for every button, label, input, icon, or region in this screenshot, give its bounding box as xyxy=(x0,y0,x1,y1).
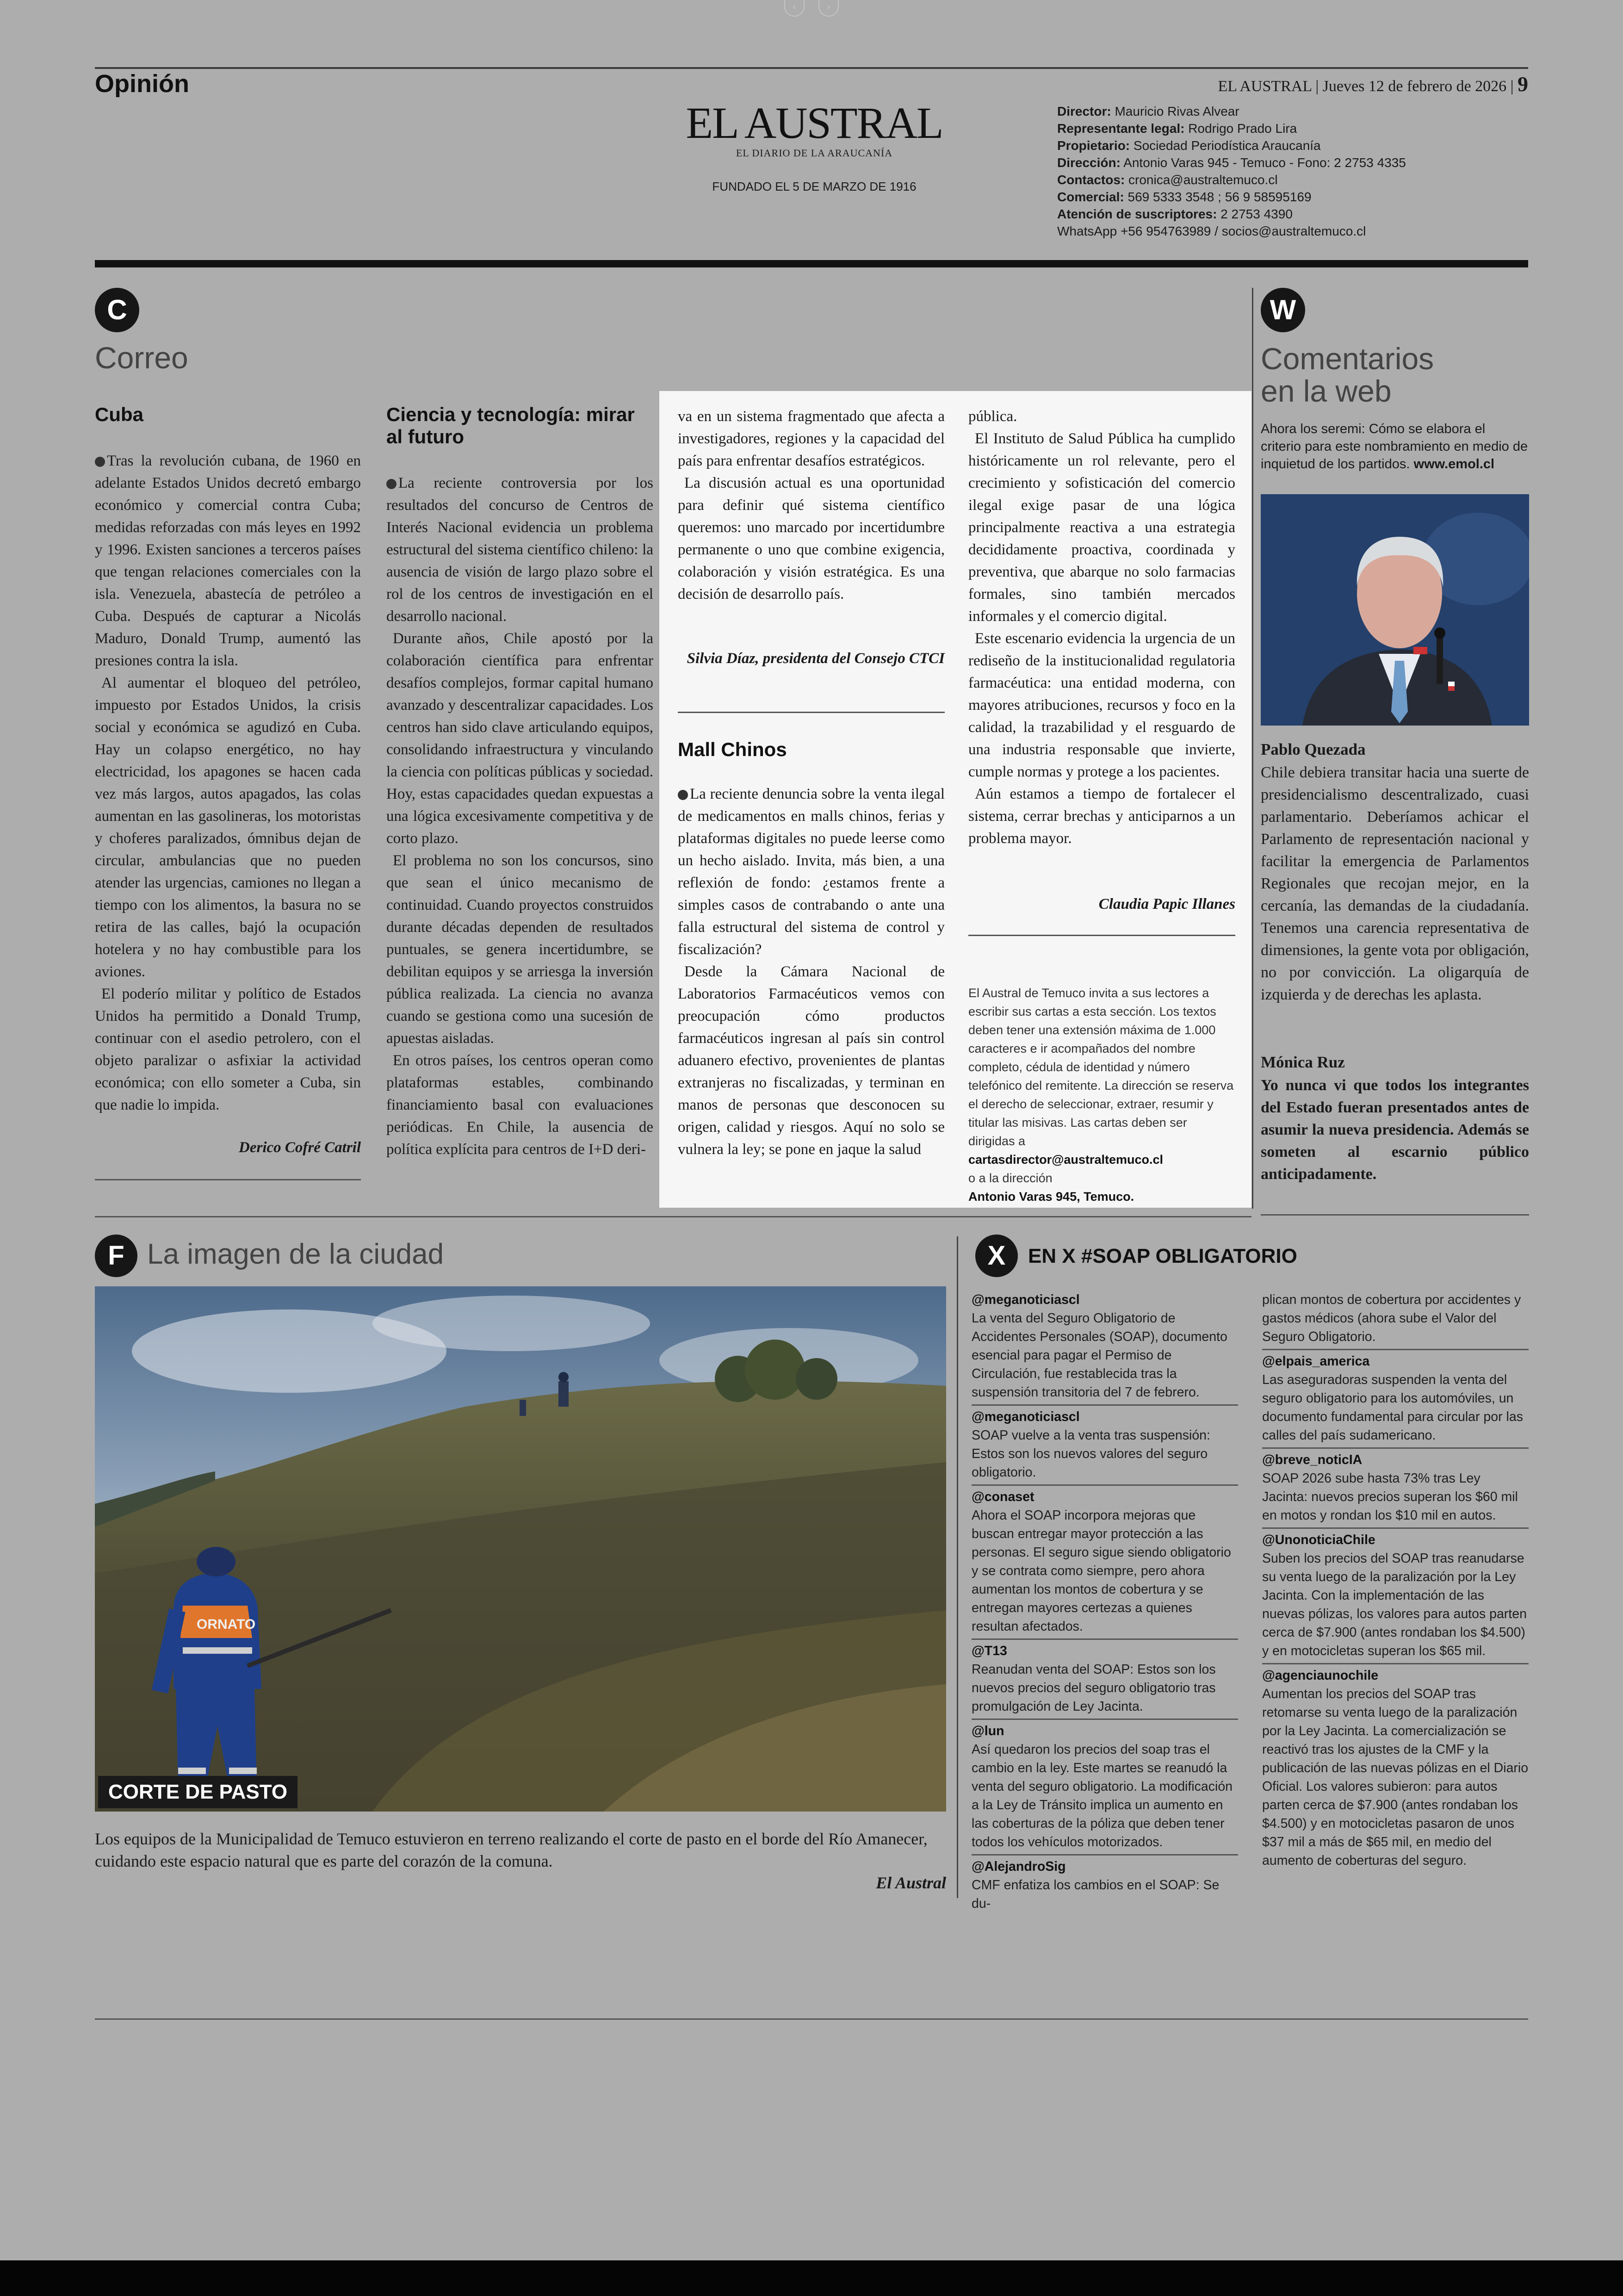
vest-label: ORNATO xyxy=(197,1617,256,1632)
tweet-handle[interactable]: @breve_noticIA xyxy=(1262,1452,1363,1467)
top-rule xyxy=(95,67,1528,69)
letter-body-mall xyxy=(678,783,945,1160)
tweet-handle[interactable]: @elpais_america xyxy=(1262,1354,1370,1369)
letter-signature-ciencia: Silvia Díaz, presidenta del Consejo CTCI xyxy=(687,650,945,667)
x-section-title: EN X #SOAP OBLIGATORIO xyxy=(1028,1245,1297,1267)
staff-line: Contactos: cronica@australtemuco.cl xyxy=(1057,173,1278,187)
tweet-handle[interactable]: @AlejandroSig xyxy=(972,1859,1066,1874)
tweet xyxy=(972,1855,1238,1916)
tweet-text: Suben los precios del SOAP tras reanudarse su venta luego de la paralización por la Ley Jacinta. Con la implementación de las nuevas pólizas, los valores para autos parten cerca de $7.900 (antes rondaban los $4.500) y en motocicletas superan los $65 mil. xyxy=(1262,1551,1527,1658)
notice-text: El Austral de Temuco invita a sus lectores a escribir sus cartas a esta sección. Los textos deben tener una extensión máxima de 1.000 caracteres e ir acompañados del nombre completo, cédula de identidad y número telefónico del remitente. La dirección se reserva el derecho de seleccionar, extraer, resumir y titular las misivas. Las cartas deben ser dirigidas a xyxy=(968,986,1234,1148)
tweet-handle[interactable]: @meganoticiascl xyxy=(972,1292,1080,1307)
paragraph: La discusión actual es una oportunidad para definir qué sistema científico queremos: uno marcado por incertidumbre permanente o uno que combine exigencia, colaboración y visión estratégica. Es una decisión de desarrollo país. xyxy=(678,475,945,602)
staff-line: Atención de suscriptores: 2 2753 4390 xyxy=(1057,207,1293,221)
logo-tagline: EL DIARIO DE LA ARAUCANÍA xyxy=(736,147,893,159)
tweet xyxy=(972,1486,1238,1640)
commenter-photo xyxy=(1261,494,1529,726)
staff-line: WhatsApp +56 954763989 / socios@australtemuco.cl xyxy=(1057,224,1366,238)
city-photo xyxy=(95,1286,946,1812)
paragraph: va en un sistema fragmentado que afecta a investigadores, regiones y la capacidad del país para enfrentar desafíos estratégicos. xyxy=(678,408,945,469)
tweet-text: Aumentan los precios del SOAP tras retomarse su venta luego de la paralización por la Ley Jacinta. La comercialización se reactivó tras los ajustes de la CMF y la publicación de las nuevas pólizas en el Diario Oficial. Los valores subieron: para autos parten cerca de $7.900 (antes rondaban los $4.500) y en motocicletas pasaron de unos $37 mil a más de $65 mil, en medio del aumento de coberturas del seguro. xyxy=(1262,1687,1529,1868)
divider xyxy=(1261,1214,1529,1216)
letter-signature-cuba: Derico Cofré Catril xyxy=(239,1139,361,1156)
tweet-text: Así quedaron los precios del soap tras el cambio en la ley. Este martes se reanudó la venta del seguro obligatorio. La modificación a la Ley de Tránsito implica un aumento en las coberturas de la póliza que deben tener todos los vehículos motorizados. xyxy=(972,1742,1233,1849)
letter-signature-mall: Claudia Papic Illanes xyxy=(1098,896,1235,912)
commenter-name-2: Mónica Ruz xyxy=(1261,1053,1345,1071)
comments-intro: Ahora los seremi: Cómo se elabora el criterio para este nombramiento en medio de inquietud de los partidos. www.emol.cl xyxy=(1261,422,1528,472)
notice-or: o a la dirección xyxy=(968,1171,1053,1185)
paragraph: Aún estamos a tiempo de fortalecer el sistema, cerrar brechas y anticiparnos a un problema mayor. xyxy=(968,786,1235,847)
tweet xyxy=(972,1720,1238,1855)
commenter-name-1: Pablo Quezada xyxy=(1261,740,1366,758)
tweet-text: SOAP vuelve a la venta tras suspensión: Estos son los nuevos valores del seguro obligatorio. xyxy=(972,1428,1210,1480)
paragraph: Durante años, Chile apostó por la colaboración científica para enfrentar desafíos complejos, formar capital humano avanzado y descentralizar capacidades. Los centros han sido clave articulando equipos, consolidando infraestructura y vinculando la ciencia con políticas públicas y sociedad. Hoy, estas capacidades quedan expuestas a una lógica excesivamente competitiva y de corto plazo. xyxy=(386,630,653,847)
page-info: EL AUSTRAL | Jueves 12 de febrero de 2026 | 9 xyxy=(1218,72,1528,96)
tweet-text: La venta del Seguro Obligatorio de Accidentes Personales (SOAP), documento esencial para pagar el Permiso de Circulación, fue restablecida tras la suspensión transitoria del 7 de febrero. xyxy=(972,1311,1227,1400)
notice-email[interactable]: cartasdirector@australtemuco.cl xyxy=(968,1153,1163,1167)
tweet xyxy=(1262,1529,1529,1664)
section-title: Opinión xyxy=(95,70,189,98)
paragraph: El Instituto de Salud Pública ha cumplido históricamente un rol relevante, pero el crecimiento y sofisticación del comercio ilegal exige pasar de una lógica principalmente reactiva a una estrategia decididamente proactiva, coordinada y preventiva, que abarque no solo farmacias formales, sino también mercados informales y el comercio digital. xyxy=(968,430,1235,625)
column-separator xyxy=(957,1236,958,1898)
bottom-rule xyxy=(95,2018,1528,2020)
city-title: La imagen de la ciudad xyxy=(147,1238,444,1270)
tweets-column-1 xyxy=(972,1289,1238,1916)
letter-headline-mall: Mall Chinos xyxy=(678,738,787,760)
tweet-text: SOAP 2026 sube hasta 73% tras Ley Jacinta: nuevos precios superan los $60 mil en motos y rondan los $10 mil en autos. xyxy=(1262,1471,1518,1523)
staff-line: Dirección: Antonio Varas 945 - Temuco - Fono: 2 2753 4335 xyxy=(1057,155,1406,170)
logo-name: EL AUSTRAL xyxy=(686,98,943,148)
city-badge-icon: F xyxy=(95,1235,137,1277)
paper-name-small: EL AUSTRAL xyxy=(1218,78,1312,95)
tweet-handle[interactable]: @T13 xyxy=(972,1644,1007,1658)
divider xyxy=(968,935,1235,936)
web-badge-icon: W xyxy=(1261,288,1305,332)
bottom-bar xyxy=(0,2260,1623,2296)
bullet-icon xyxy=(95,457,105,467)
x-badge-icon: X xyxy=(975,1235,1018,1277)
notice-address: Antonio Varas 945, Temuco. xyxy=(968,1190,1134,1204)
next-page-button[interactable]: › xyxy=(818,0,839,17)
paragraph: Tras la revolución cubana, de 1960 en adelante Estados Unidos decretó embargo económico y comercial contra Cuba; medidas reforzadas con más leyes en 1992 y 1996. Existen sanciones a terceros países que tengan relaciones comerciales con la isla. Venezuela, abastecía de petróleo a Cuba. Después de capturar a Nicolás Maduro, Donald Trump, aumentó las presiones contra la isla. xyxy=(95,453,361,669)
tweet xyxy=(972,1406,1238,1486)
page-number: 9 xyxy=(1518,72,1528,96)
correo-badge-icon: C xyxy=(95,288,139,332)
paragraph: Al aumentar el bloqueo del petróleo, impuesto por Estados Unidos, la crisis social y económica se agudizó en Cuba. Hay un colapso energético, no hay electricidad, los apagones se hacen cada vez más largos, autos apagados, las colas aumentan en las gasolineras, los motoristas y choferes paralizados, ómnibus dejan de circular, ambulancias que no pueden atender las urgencias, camiones no llegan a tiempo con los alimentos, la basura no se retira de las calles, bajó la ocupación hotelera y no hay combustible para los aviones. xyxy=(95,675,361,980)
paragraph: La reciente controversia por los resultados del concurso de Centros de Interés Nacional evidencia un problema estructural del sistema científico chileno: la ausencia de visión de largo plazo sobre el rol de los centros de investigación en el desarrollo nacional. xyxy=(386,475,653,625)
paragraph: El poderío militar y político de Estados Unidos ha permitido a Donald Trump, continuar con el asedio petrolero, con el objeto paralizar o asfixiar la actividad económica; con ello someter a Cuba, sin que nadie lo impida. xyxy=(95,986,361,1113)
paragraph: pública. xyxy=(968,408,1017,425)
tweet xyxy=(1262,1449,1529,1529)
paragraph: Desde la Cámara Nacional de Laboratorios Farmacéuticos vemos con preocupación cómo productos farmacéuticos ingresan al país sin control aduanero efectivo, provenientes de plantas extranjeras no fiscalizadas, y terminan en manos de personas que desconocen su origen, calidad y riesgos. Aquí no solo se vulnera la ley; se pone en jaque la salud xyxy=(678,963,945,1158)
paragraph: El problema no son los concursos, sino que sean el único mecanismo de continuidad. Cuando proyectos construidos durante décadas dependen de resultados puntuales, se genera incertidumbre, se debilitan equipos y se arriesga la inversión pública realizada. La ciencia no avanza cuando se gestiona como una sucesión de apuestas aisladas. xyxy=(386,852,653,1047)
issue-date: Jueves 12 de febrero de 2026 xyxy=(1322,78,1507,95)
tweet-handle[interactable]: @lun xyxy=(972,1724,1004,1738)
divider xyxy=(678,712,945,713)
staff-line: Propietario: Sociedad Periodística Araucanía xyxy=(1057,138,1321,153)
prev-page-button[interactable]: ‹ xyxy=(784,0,805,17)
tweet-handle[interactable]: @agenciaunochile xyxy=(1262,1668,1379,1683)
tweet-handle[interactable]: @UnonoticiaChile xyxy=(1262,1533,1375,1547)
paragraph: En otros países, los centros operan como plataformas estables, combinando financiamiento basal con evaluaciones periódicas. En Chile, la ausencia de política explícita para centros de I+D deri- xyxy=(386,1052,653,1158)
letter-body-cuba xyxy=(95,450,361,1116)
comments-title: Comentarios en la web xyxy=(1261,341,1434,408)
tweet-handle[interactable]: @meganoticiascl xyxy=(972,1409,1080,1424)
staff-line: Representante legal: Rodrigo Prado Lira xyxy=(1057,121,1297,136)
letter-body-ciencia-continued xyxy=(678,405,945,605)
paragraph: La reciente denuncia sobre la venta ilegal de medicamentos en malls chinos, ferias y plataformas digitales no puede leerse como un hecho aislado. Invita, más bien, a una reflexión de fondo: ¿estamos frente a simples casos de contrabando o ante una falla estructural del sistema de control y fiscalización? xyxy=(678,786,945,958)
tweet xyxy=(1262,1350,1529,1449)
letter-headline-cuba: Cuba xyxy=(95,403,143,425)
staff-line: Director: Mauricio Rivas Alvear xyxy=(1057,104,1239,118)
column-separator xyxy=(1252,288,1253,1209)
correo-title: Correo xyxy=(95,341,188,375)
tweets-column-2 xyxy=(1262,1289,1529,1873)
founded-line: FUNDADO EL 5 DE MARZO DE 1916 xyxy=(712,180,917,193)
tweet-handle[interactable]: @conaset xyxy=(972,1489,1035,1504)
city-credit: El Austral xyxy=(876,1874,946,1892)
masthead-logo xyxy=(675,98,953,194)
comment-text-1: Chile debiera transitar hacia una suerte de presidencialismo descentralizado, cuasi parlamentario. Deberíamos achicar el Parlamento de representación nacional y facilitar la emergencia de Parlamentos Regionales que recojan mejor, en la cercanía, las demandas de la ciudadanía. Tenemos una carencia representativa de dimensiones, la gente vota por obligación, no por convicción. La oligarquía de izquierda y de derechas les aplasta. xyxy=(1261,764,1529,1003)
tweet-text: CMF enfatiza los cambios en el SOAP: Se du- xyxy=(972,1878,1220,1911)
bullet-icon xyxy=(386,479,396,489)
tweet xyxy=(1262,1664,1529,1873)
letter-headline-ciencia: Ciencia y tecnología: mirar al futuro xyxy=(386,403,635,447)
tweet-text: Ahora el SOAP incorpora mejoras que buscan entregar mayor protección a las personas. El seguro sigue siendo obligatorio y se contrata como siempre, pero ahora aumentan los montos de cobertura y se entregan mayores certezas a quienes resultan afectados. xyxy=(972,1508,1231,1634)
city-caption: Los equipos de la Municipalidad de Temuco estuvieron en terreno realizando el corte de pasto en el borde del Río Amanecer, cuidando este espacio natural que es parte del corazón de la comuna. xyxy=(95,1830,928,1870)
letters-notice xyxy=(968,984,1235,1206)
letter-body-mall-continued xyxy=(968,405,1235,850)
staff-line: Comercial: 569 5333 3548 ; 56 9 58595169 xyxy=(1057,190,1312,204)
tweet-text: Reanudan venta del SOAP: Estos son los nuevos precios del seguro obligatorio tras promulgación de Ley Jacinta. xyxy=(972,1662,1216,1714)
staff-box xyxy=(1057,103,1406,240)
section-rule xyxy=(95,1216,1251,1217)
tweet-text: plican montos de cobertura por accidentes y gastos médicos (ahora sube el Valor del Seguro Obligatorio. xyxy=(1262,1292,1521,1344)
emol-link[interactable]: www.emol.cl xyxy=(1413,457,1495,472)
divider xyxy=(95,1179,361,1180)
photo-tag: CORTE DE PASTO xyxy=(98,1776,297,1808)
bullet-icon xyxy=(678,790,688,800)
comment-text-2: Yo nunca vi que todos los integrantes del Estado fueran presentados antes de asumir la nueva presidencia. Además se someten al escarnio público anticipadamente. xyxy=(1261,1077,1529,1183)
tweet xyxy=(972,1640,1238,1720)
tweet-text: Las aseguradoras suspenden la venta del seguro obligatorio para los automóviles, un documento fundamental para circular por las calles del país sudamericano. xyxy=(1262,1372,1523,1443)
letter-body-ciencia xyxy=(386,472,653,1160)
tweet xyxy=(1262,1289,1529,1350)
masthead-rule xyxy=(95,260,1528,267)
paragraph: Este escenario evidencia la urgencia de un rediseño de la institucionalidad regulatoria farmacéutica: una entidad moderna, con mayores atribuciones, recursos y foco en la calidad, la trazabilidad y el resguardo de una industria responsable que invierte, cumple normas y protege a los pacientes. xyxy=(968,630,1235,780)
tweet xyxy=(972,1289,1238,1406)
